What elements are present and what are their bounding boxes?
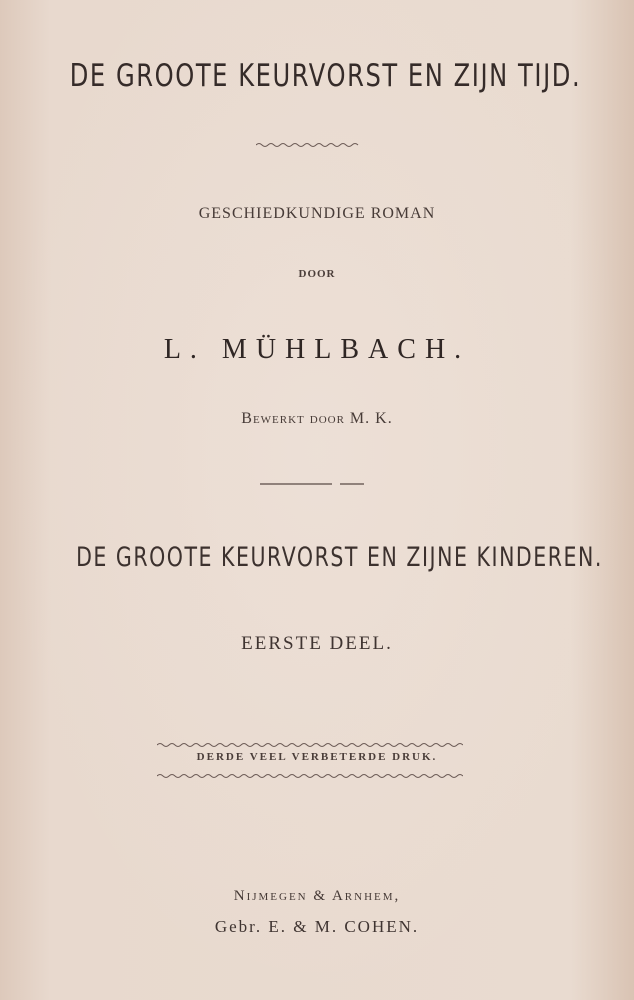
adaptation-credit: Bewerkt door M. K. xyxy=(241,410,393,427)
by-label: DOOR xyxy=(298,268,336,280)
edition-note: DERDE VEEL VERBETERDE DRUK. xyxy=(196,751,438,763)
imprint-publisher: Gebr. E. & M. COHEN. xyxy=(214,917,420,936)
series-title: DE GROOTE KEURVORST EN ZIJN TIJD. xyxy=(69,58,582,94)
imprint-place: Nijmegen & Arnhem, xyxy=(233,888,401,904)
separator-rule xyxy=(260,482,364,486)
part-label: EERSTE DEEL. xyxy=(241,633,393,654)
genre-subtitle: GESCHIEDKUNDIGE ROMAN xyxy=(198,205,436,222)
wavy-ornament-edition-top xyxy=(157,741,463,749)
volume-title: DE GROOTE KEURVORST EN ZIJNE KINDEREN. xyxy=(76,542,603,573)
author-name: L. MÜHLBACH. xyxy=(163,334,471,365)
wavy-ornament-top xyxy=(256,141,360,149)
wavy-ornament-edition-bottom xyxy=(157,772,463,780)
